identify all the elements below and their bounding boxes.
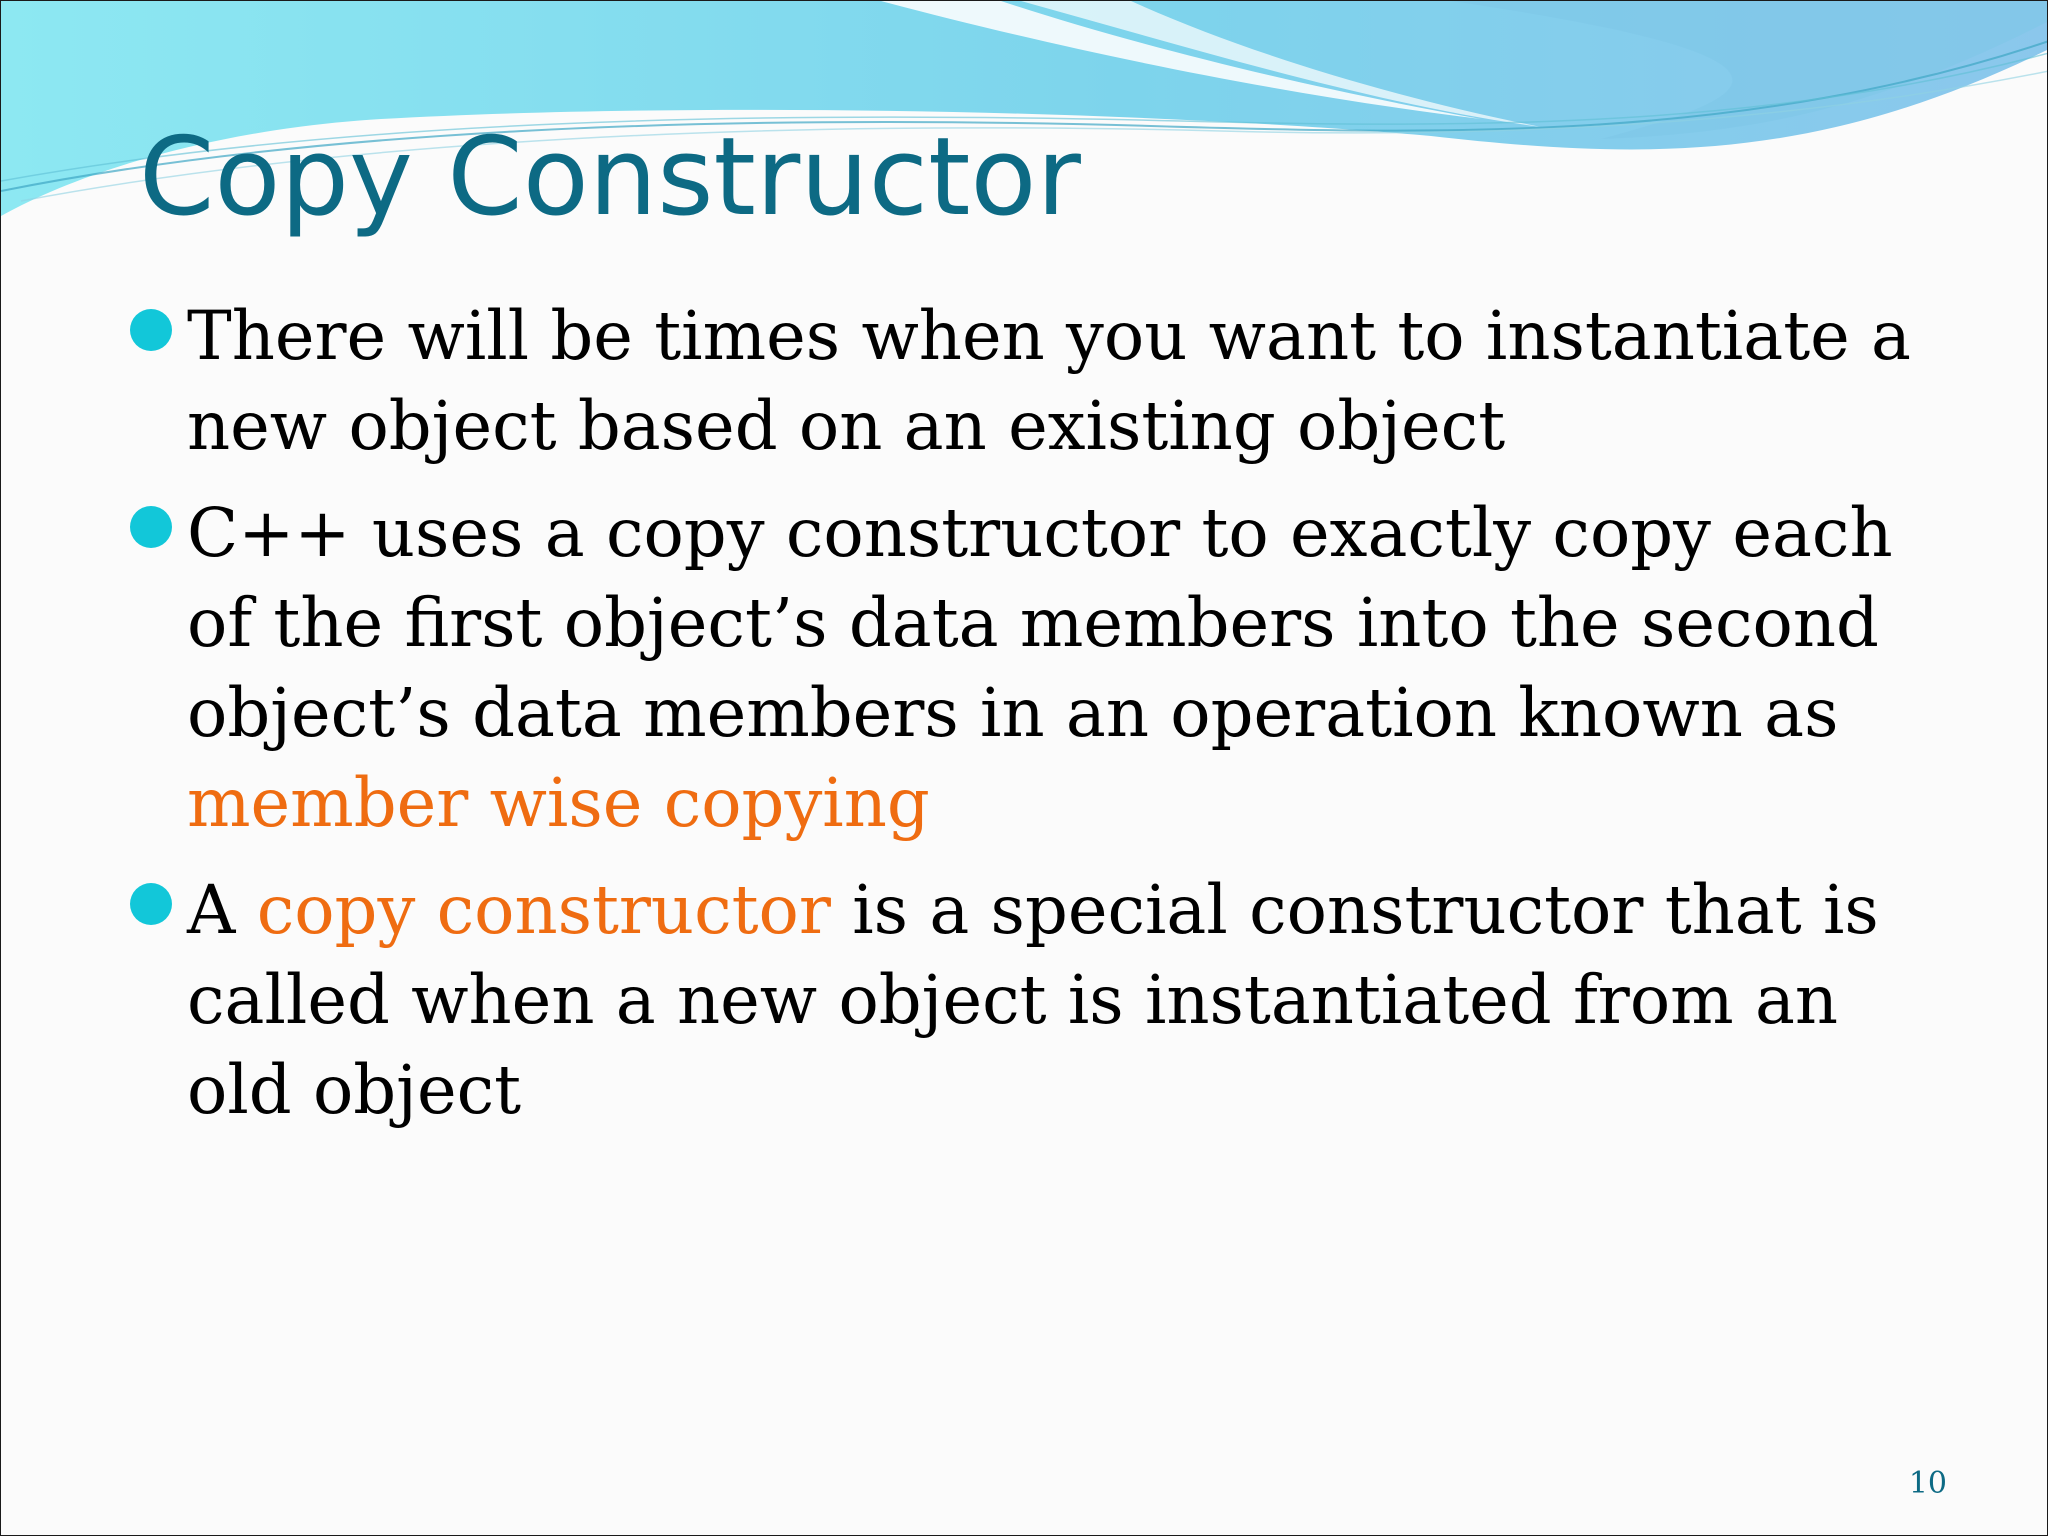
highlighted-term: member wise copying	[187, 764, 930, 842]
filled-circle-bullet-icon	[130, 506, 172, 548]
bullet-text: is a special constructor that is called when a new object is instantiated from an old object	[187, 871, 1879, 1129]
bullet-list	[127, 291, 1917, 1152]
filled-circle-bullet-icon	[130, 309, 172, 351]
bullet-item	[127, 865, 1917, 1135]
page-number: 10	[1908, 1466, 1947, 1501]
highlighted-term: copy constructor	[256, 871, 831, 949]
bullet-item	[127, 291, 1917, 471]
filled-circle-bullet-icon	[130, 883, 172, 925]
bullet-item	[127, 488, 1917, 848]
bullet-text: C++ uses a copy constructor to exactly copy each of the first object’s data members into the second object’s data members in an operation known as	[187, 494, 1893, 752]
slide-title: Copy Constructor	[139, 115, 1081, 240]
bullet-text: A	[187, 871, 257, 949]
bullet-text: There will be times when you want to instantiate a new object based on an existing object	[187, 297, 1912, 465]
